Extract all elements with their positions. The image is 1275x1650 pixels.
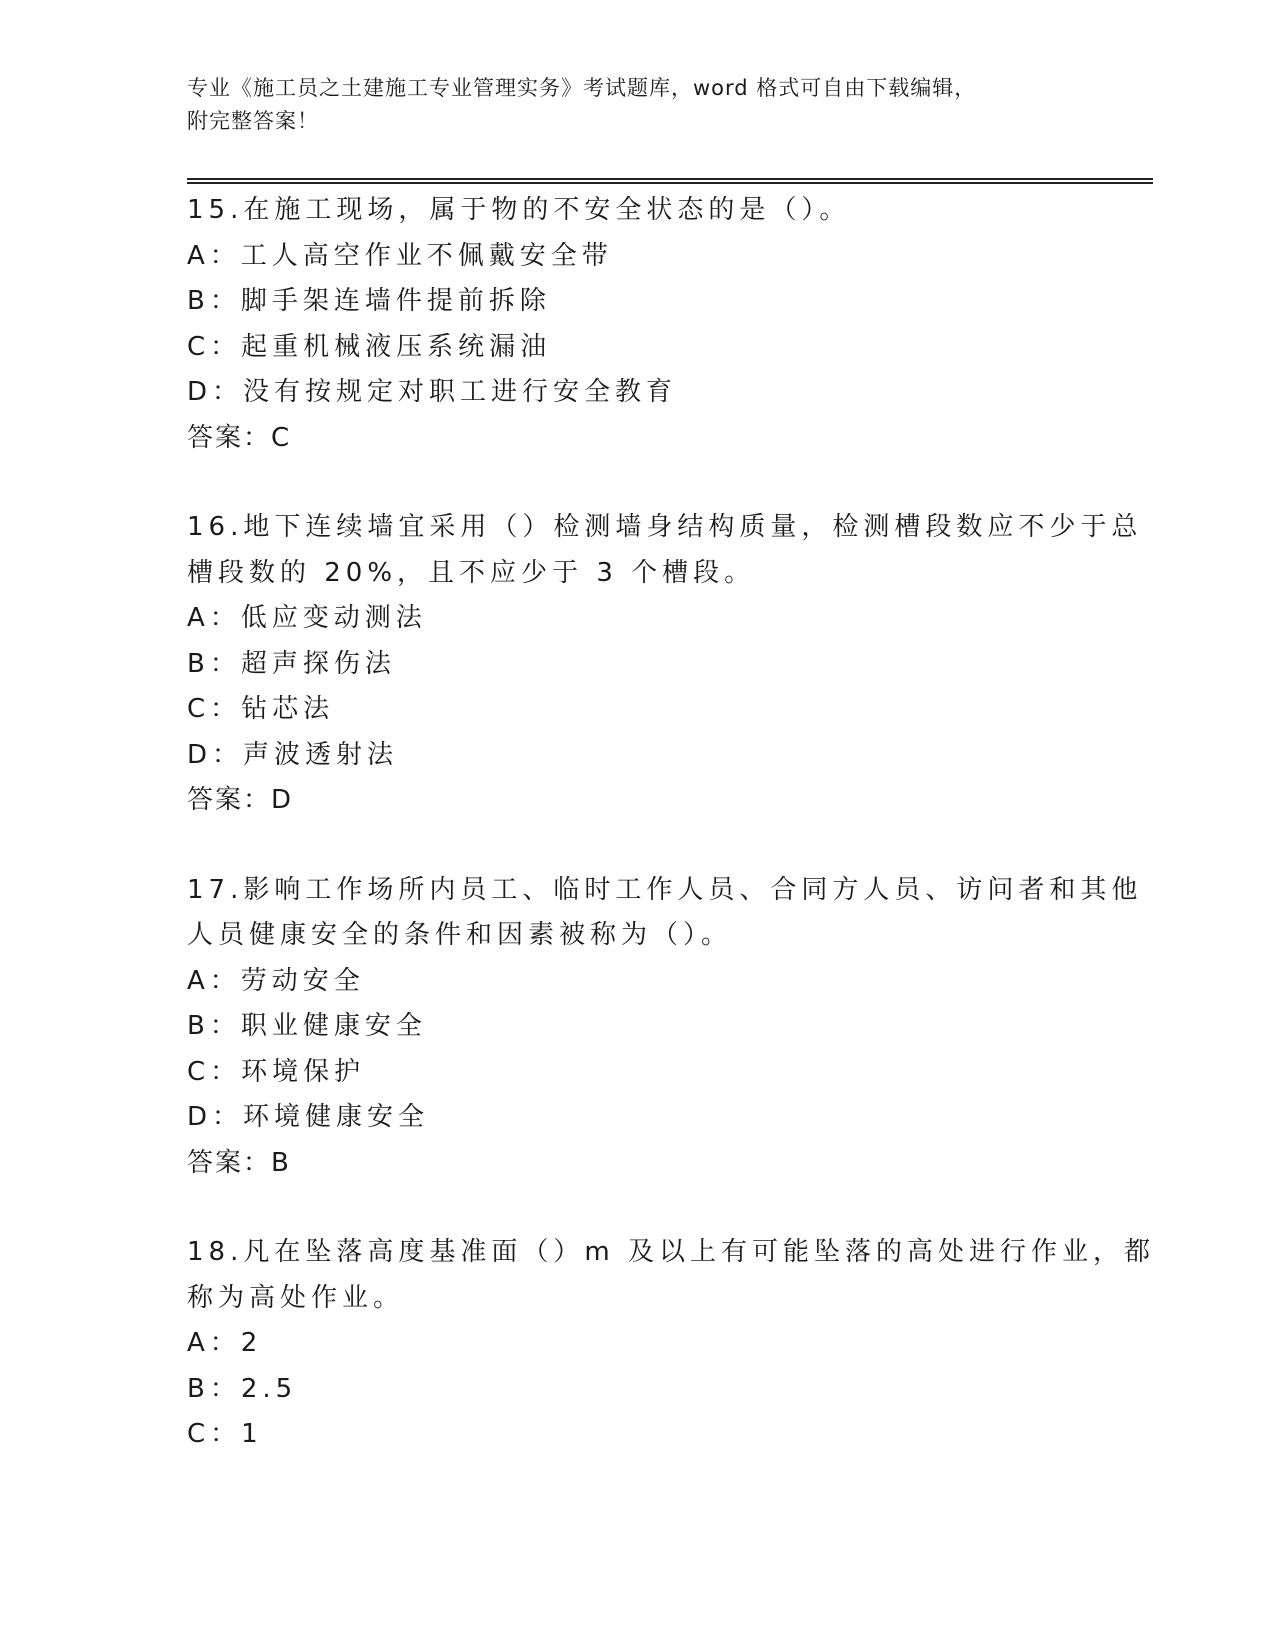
question-stem: 16.地下连续墙宜采用（）检测墙身结构质量，检测槽段数应不少于总 [187,512,1143,542]
option-a: A：工人高空作业不佩戴安全带 [187,240,613,271]
option-c: C：环境保护 [187,1056,366,1087]
option-c: C：起重机械液压系统漏油 [187,331,552,362]
answer-line: 答案：B [187,1147,291,1178]
option-b: B：2.5 [187,1373,298,1404]
question-15 [187,188,1087,461]
header-line-2: 附完整答案！ [187,109,319,133]
question-18 [187,1230,1155,1458]
option-c: C：1 [187,1419,263,1449]
question-stem: 17.影响工作场所内员工、临时工作人员、合同方人员、访问者和其他 [187,874,1143,905]
option-b: B：脚手架连墙件提前拆除 [187,286,551,316]
option-d: D：环境健康安全 [187,1102,430,1132]
header-line-1: 专业《施工员之土建施工专业管理实务》考试题库，word 格式可自由下载编辑， [187,76,977,100]
document-header [187,72,1067,138]
option-b: B：职业健康安全 [187,1011,427,1041]
answer-line: 答案：D [187,785,294,815]
option-d: D：没有按规定对职工进行安全教育 [187,377,678,407]
option-a: A：2 [187,1328,263,1358]
option-c: C：钻芯法 [187,694,335,724]
option-d: D：声波透射法 [187,739,399,770]
option-a: A：劳动安全 [187,965,365,996]
question-list [187,188,1155,1502]
question-17 [187,868,1143,1187]
question-stem-continued: 人员健康安全的条件和因素被称为（）。 [187,920,733,950]
question-stem: 15.在施工现场，属于物的不安全状态的是（）。 [187,195,851,225]
option-b: B：超声探伤法 [187,648,396,679]
question-stem-continued: 槽段数的 20%，且不应少于 3 个槽段。 [187,557,756,588]
option-a: A：低应变动测法 [187,603,427,633]
header-divider [187,178,1153,184]
answer-line: 答案：C [187,422,292,453]
question-16 [187,505,1143,824]
question-stem: 18.凡在坠落高度基准面（）m 及以上有可能坠落的高处进行作业，都 [187,1237,1155,1267]
question-stem-continued: 称为高处作业。 [187,1282,405,1313]
